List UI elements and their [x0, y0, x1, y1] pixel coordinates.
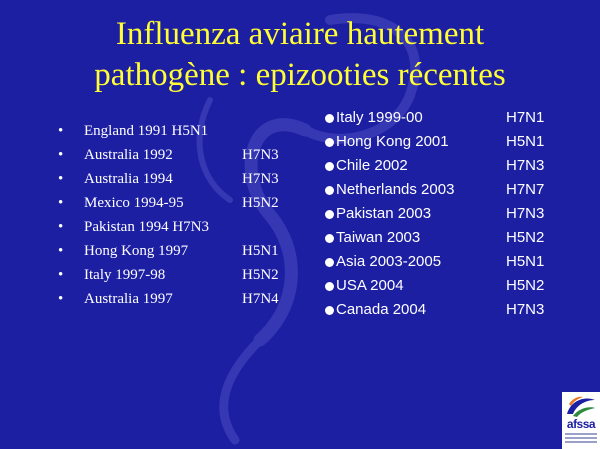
outbreak-name: Canada 2004	[336, 301, 427, 318]
outbreak-name: Pakistan 1994 H7N3	[84, 219, 209, 235]
outbreak-list-right	[325, 106, 575, 322]
logo-mark-icon	[565, 394, 597, 418]
list-item	[325, 274, 575, 298]
virus-subtype: H7N3	[242, 147, 279, 163]
virus-subtype: H5N2	[506, 229, 545, 246]
list-item	[325, 226, 575, 250]
bullet-icon	[325, 210, 334, 219]
bullet-icon: •	[58, 147, 64, 163]
outbreak-name: England 1991 H5N1	[84, 123, 209, 139]
outbreak-name: Netherlands 2003	[336, 181, 455, 198]
outbreak-name: Chile 2002	[336, 157, 408, 174]
bullet-icon	[325, 306, 334, 315]
virus-subtype: H5N1	[506, 253, 545, 270]
outbreak-name: USA 2004	[336, 277, 404, 294]
virus-subtype: H7N3	[506, 205, 545, 222]
bullet-icon: •	[58, 267, 64, 283]
bullet-icon	[325, 114, 334, 123]
outbreak-name: Australia 1992	[84, 147, 173, 163]
outbreak-name: Hong Kong 2001	[336, 133, 449, 150]
title-line-2: pathogène : epizooties récentes	[94, 57, 506, 93]
bullet-icon: •	[58, 195, 64, 211]
bullet-icon: •	[58, 243, 64, 259]
virus-subtype: H5N1	[242, 243, 279, 259]
logo-text: afssa	[566, 417, 596, 431]
outbreak-name: Pakistan 2003	[336, 205, 432, 222]
virus-subtype: H7N3	[506, 301, 545, 318]
title-line-1: Influenza aviaire hautement	[115, 16, 485, 52]
bullet-icon	[325, 138, 334, 147]
virus-subtype: H5N2	[242, 195, 279, 211]
outbreak-name: Italy 1999-00	[336, 109, 423, 126]
virus-subtype: H5N2	[506, 277, 545, 294]
list-item	[325, 298, 575, 322]
virus-subtype: H7N4	[242, 291, 279, 307]
list-item	[325, 250, 575, 274]
outbreak-name: Australia 1994	[84, 171, 173, 187]
outbreak-name: Asia 2003-2005	[336, 253, 442, 270]
virus-subtype: H5N1	[506, 133, 545, 150]
outbreak-name: Hong Kong 1997	[84, 243, 189, 259]
list-item	[325, 106, 575, 130]
bullet-icon	[325, 234, 334, 243]
list-item	[325, 130, 575, 154]
list-item	[325, 154, 575, 178]
bullet-icon: •	[58, 171, 64, 187]
bullet-icon	[325, 258, 334, 267]
virus-subtype: H7N3	[506, 157, 545, 174]
list-item	[325, 202, 575, 226]
logo-fine-print-decoration	[565, 433, 597, 445]
virus-subtype: H7N1	[506, 109, 545, 126]
afssa-logo	[562, 392, 600, 449]
list-item	[325, 178, 575, 202]
virus-subtype: H7N7	[506, 181, 545, 198]
bullet-icon: •	[58, 291, 64, 307]
bullet-icon: •	[58, 219, 64, 235]
bullet-icon	[325, 162, 334, 171]
outbreak-name: Australia 1997	[84, 291, 173, 307]
virus-subtype: H7N3	[242, 171, 279, 187]
bullet-icon	[325, 282, 334, 291]
bullet-icon	[325, 186, 334, 195]
outbreak-name: Italy 1997-98	[84, 267, 166, 283]
outbreak-name: Taiwan 2003	[336, 229, 421, 246]
outbreak-name: Mexico 1994-95	[84, 195, 184, 211]
bullet-icon: •	[58, 123, 64, 139]
slide-title	[0, 14, 600, 96]
virus-subtype: H5N2	[242, 267, 279, 283]
